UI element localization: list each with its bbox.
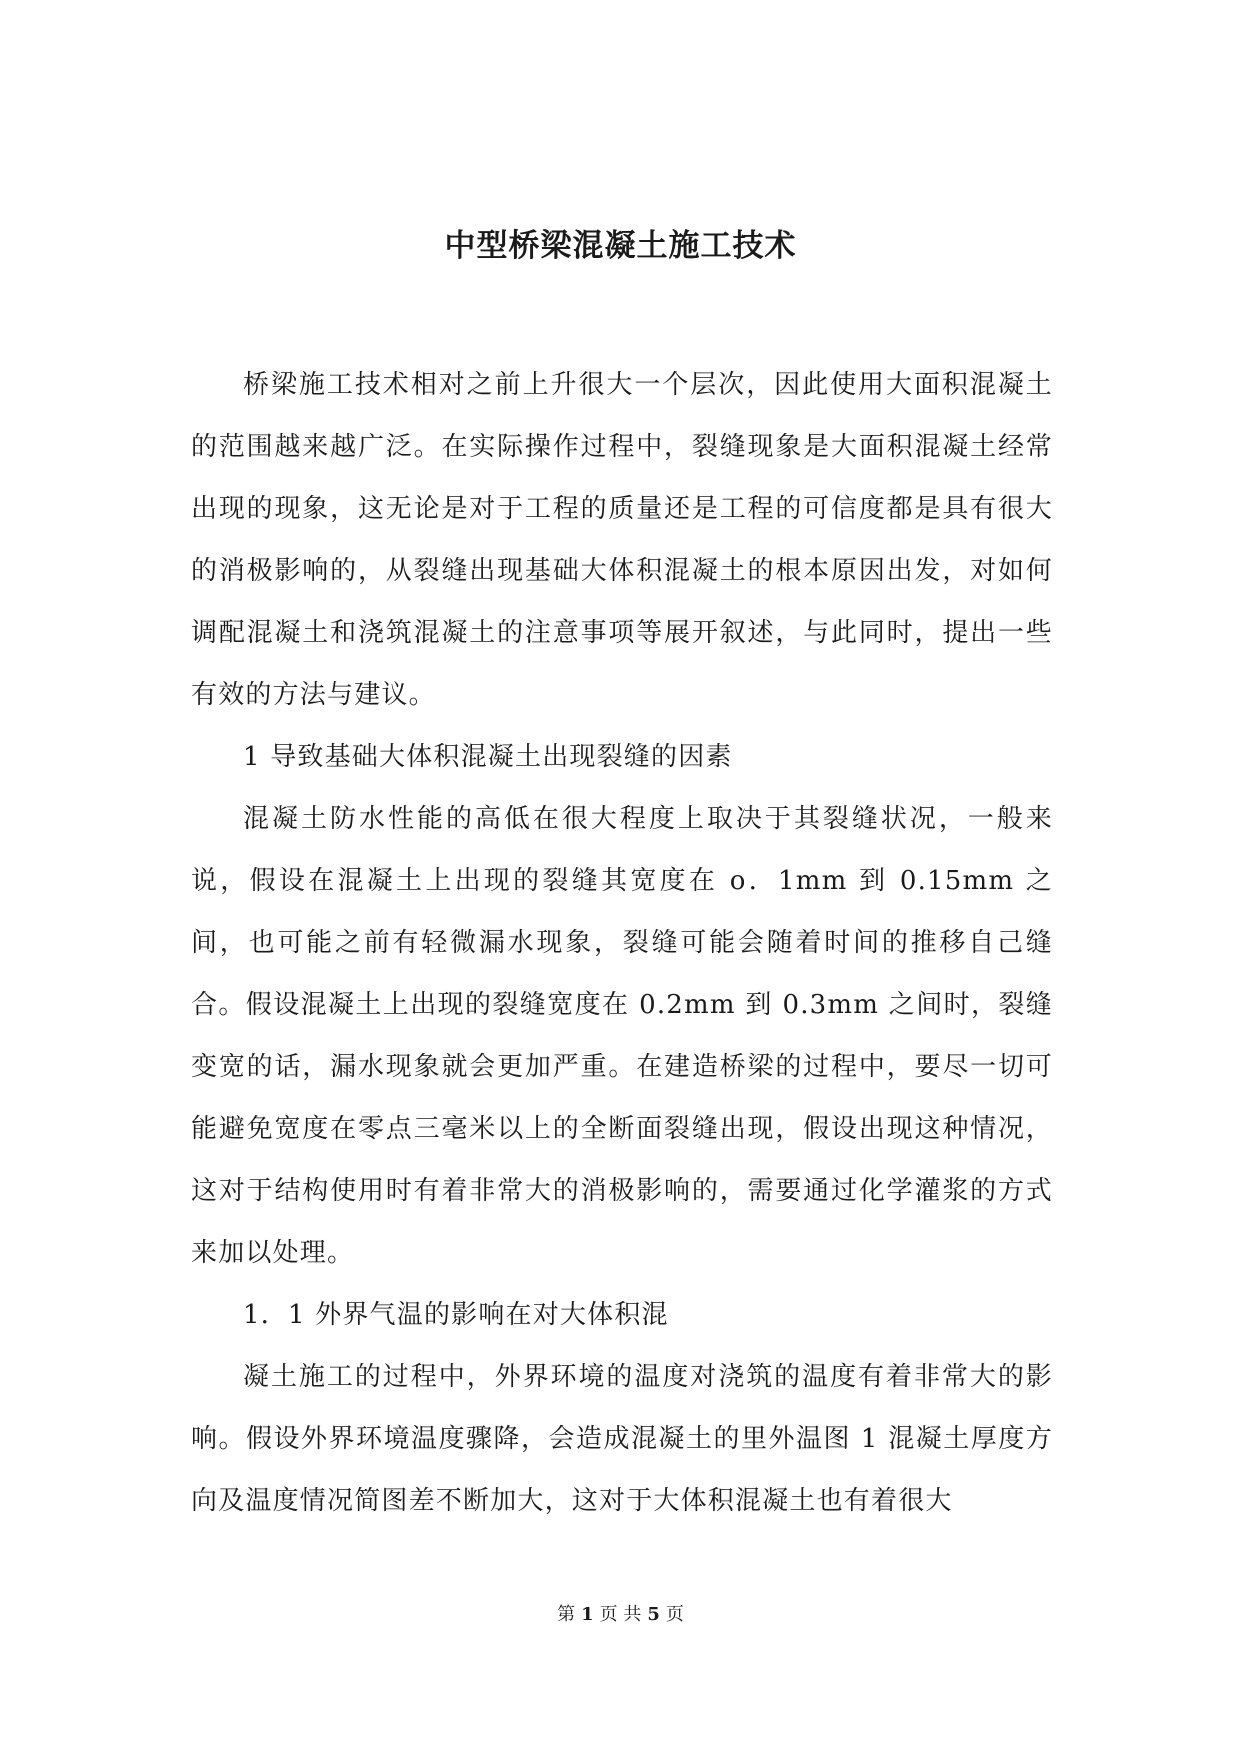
footer-middle: 页 共 [599,1604,642,1625]
footer-page-number: 1 [581,1604,594,1625]
footer-suffix: 页 [665,1604,684,1625]
section-heading-1: 1 导致基础大体积混凝土出现裂缝的因素 [243,742,733,772]
paragraph-temperature: 凝土施工的过程中，外界环境的温度对浇筑的温度有着非常大的影响。假设外界环境温度骤降，会造成混凝土的里外温图 1 混凝土厚度方向及温度情况简图差不断加大，这对于大体积混凝土也有着很大 [191,1362,1053,1516]
section-heading-1-1: 1．1 外界气温的影响在对大体积混 [243,1300,669,1330]
page-footer [0,1602,1241,1628]
paragraph-crack-width: 混凝土防水性能的高低在很大程度上取决于其裂缝状况，一般来说，假设在混凝土上出现的裂缝其宽度在 o．1mm 到 0.15mm 之间，也可能之前有轻微漏水现象，裂缝可能会随着时间的推移自己缝合。假设混凝土上出现的裂缝宽度在 0.2mm 到 0.3mm 之间时，裂缝变宽的话，漏水现象就会更加严重。在建造桥梁的过程中，要尽一切可能避免宽度在零点三毫米以上的全断面裂缝出现，假设出现这种情况，这对于结构使用时有着非常大的消极影响的，需要通过化学灌浆的方式来加以处理。 [191,804,1053,1268]
document-title: 中型桥梁混凝土施工技术 [444,228,797,264]
document-body [191,354,1053,1532]
footer-prefix: 第 [557,1604,576,1625]
footer-total-pages: 5 [647,1604,660,1625]
paragraph-intro: 桥梁施工技术相对之前上升很大一个层次，因此使用大面积混凝土的范围越来越广泛。在实际操作过程中，裂缝现象是大面积混凝土经常出现的现象，这无论是对于工程的质量还是工程的可信度都是具有很大的消极影响的，从裂缝出现基础大体积混凝土的根本原因出发，对如何调配混凝土和浇筑混凝土的注意事项等展开叙述，与此同时，提出一些有效的方法与建议。 [191,370,1053,710]
